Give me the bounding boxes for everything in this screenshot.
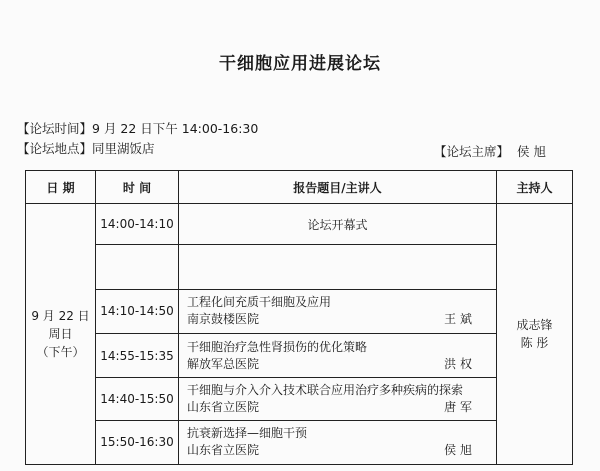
forum-place xyxy=(17,139,155,157)
topic-title: 干细胞治疗急性肾损伤的优化策略 xyxy=(187,339,368,354)
page-title: 干细胞应用进展论坛 xyxy=(219,54,381,74)
table-header-row xyxy=(26,171,573,204)
forum-place-label: 【论坛地点】 xyxy=(17,141,93,156)
time-cell: 14:10-14:50 xyxy=(96,289,179,333)
speaker-org: 解放军总医院 xyxy=(187,356,260,371)
topic-cell xyxy=(179,420,497,464)
speaker-name: 侯 旭 xyxy=(444,443,472,458)
header-topic: 报告题目/主讲人 xyxy=(179,171,497,204)
speaker-org: 山东省立医院 xyxy=(187,399,260,414)
header-date: 日 期 xyxy=(26,171,96,204)
time-cell: 14:40-15:50 xyxy=(96,378,179,420)
table-row xyxy=(26,333,573,377)
schedule-table xyxy=(25,170,573,465)
forum-time-value: 9 月 22 日下午 14:00-16:30 xyxy=(92,121,259,136)
header-host: 主持人 xyxy=(497,171,573,204)
topic-cell xyxy=(179,333,497,377)
forum-place-value: 同里湖饭店 xyxy=(92,141,155,156)
topic-title: 抗衰新选择—细胞干预 xyxy=(187,426,308,441)
forum-chair-value: 侯 旭 xyxy=(516,144,546,159)
speaker-name: 王 斌 xyxy=(444,312,472,327)
topic-cell xyxy=(179,245,497,289)
table-row xyxy=(26,420,573,464)
speaker-org: 山东省立医院 xyxy=(187,443,260,458)
date-line: （下午） xyxy=(36,345,85,359)
speaker-name: 洪 权 xyxy=(444,356,472,371)
forum-time-label: 【论坛时间】 xyxy=(17,121,93,136)
table-row xyxy=(26,289,573,333)
table-row xyxy=(26,204,573,245)
topic-cell xyxy=(179,378,497,420)
host-line: 成志锋 xyxy=(516,318,553,332)
host-cell xyxy=(497,204,573,465)
time-cell: 14:00-14:10 xyxy=(96,204,179,245)
time-cell: 14:55-15:35 xyxy=(96,333,179,377)
table-row xyxy=(26,378,573,420)
host-line: 陈 彤 xyxy=(520,336,549,350)
table-row-empty xyxy=(26,245,573,289)
topic-title: 干细胞与介入介入技术联合应用治疗多种疾病的探索 xyxy=(187,382,464,397)
date-line: 9 月 22 日 xyxy=(31,309,90,323)
forum-time xyxy=(17,119,258,137)
time-cell xyxy=(96,245,179,289)
time-cell: 15:50-16:30 xyxy=(96,420,179,464)
header-time: 时 间 xyxy=(96,171,179,204)
date-line: 周日 xyxy=(48,327,73,341)
topic-cell xyxy=(179,289,497,333)
date-cell xyxy=(26,204,96,465)
topic-title: 工程化间充质干细胞及应用 xyxy=(187,295,332,310)
forum-chair-label: 【论坛主席】 xyxy=(434,144,510,159)
forum-chair xyxy=(434,142,546,160)
speaker-org: 南京鼓楼医院 xyxy=(187,312,260,327)
speaker-name: 唐 军 xyxy=(444,399,472,414)
topic-cell: 论坛开幕式 xyxy=(179,204,497,245)
